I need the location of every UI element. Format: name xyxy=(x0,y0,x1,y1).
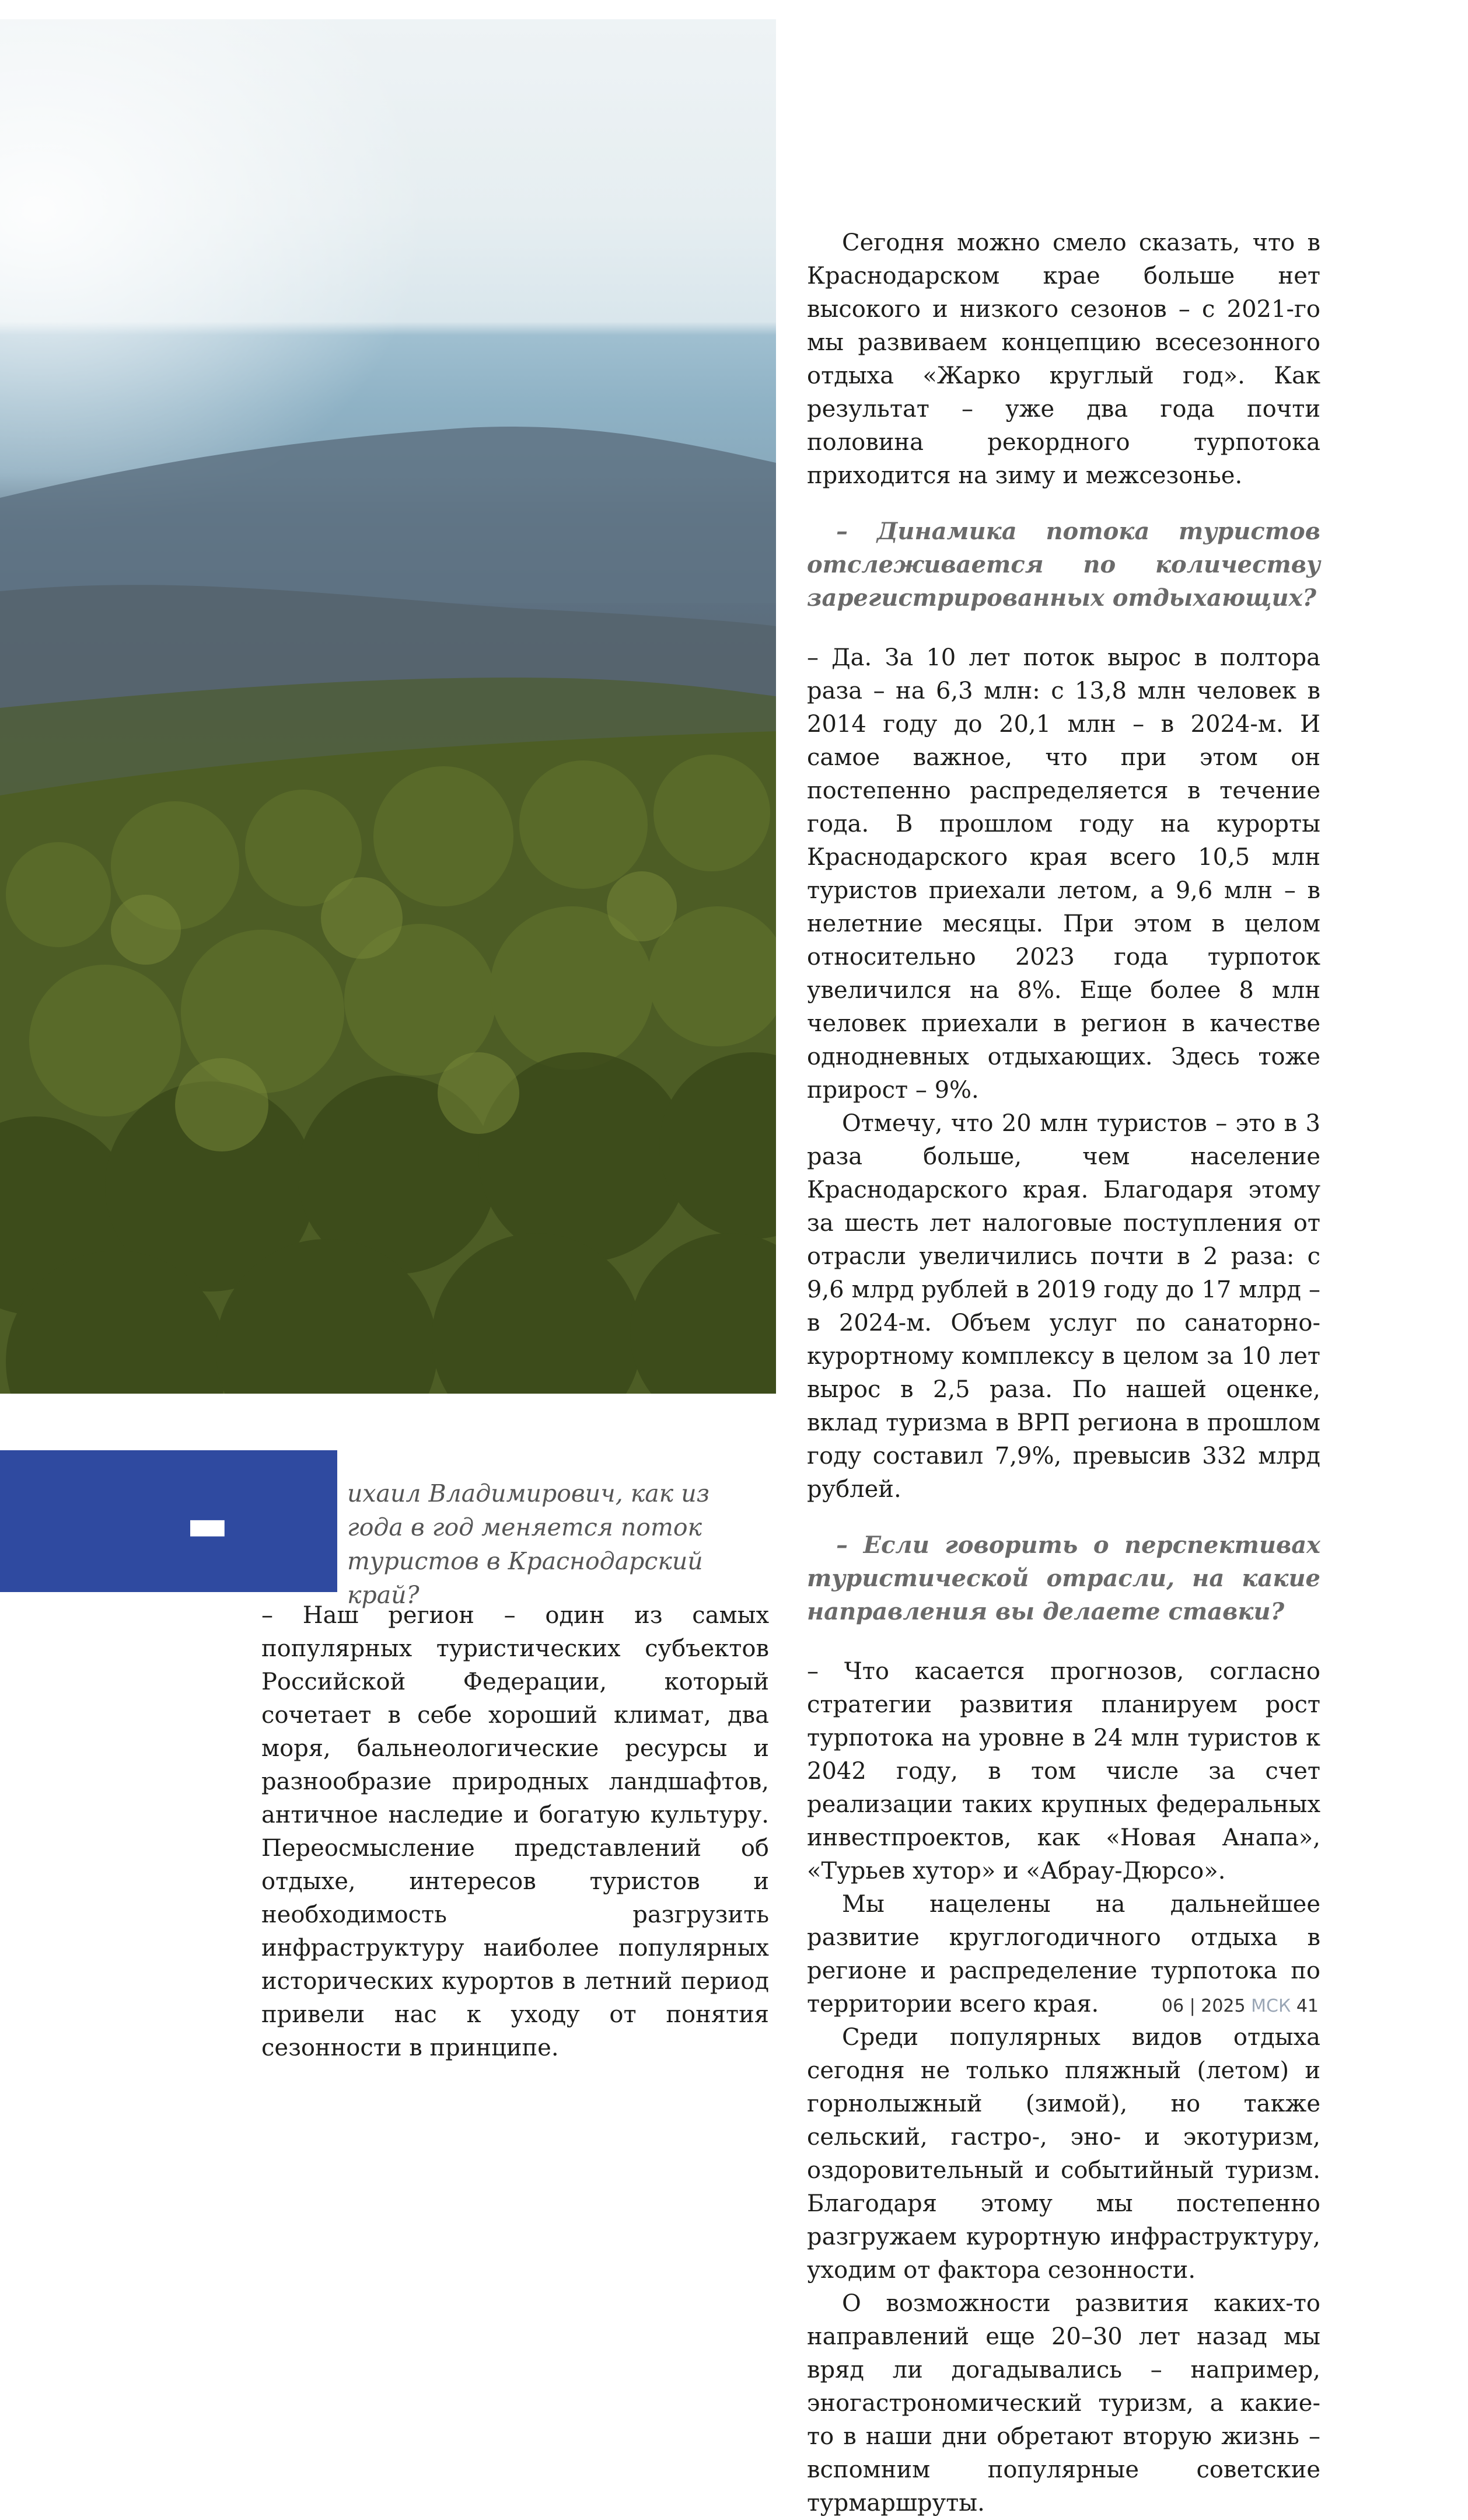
interview-question: – Динамика потока туристов отслеживается по количеству зарегистрированных отдыхающих? xyxy=(807,518,1320,612)
paragraph: Отмечу, что 20 млн туристов – это в 3 раза больше, чем население Краснодарского края. Благодаря этому за шесть лет налоговые поступления от отрасли увеличились почти в 2 раза: с 9,6 млрд рублей в 2019 году до 17 млрд – в 2024-м. Объем услуг по санаторно-курортному комплексу в целом за 10 лет вырос в 2,5 раза. По нашей оценке, вклад туризма в ВРП региона в прошлом году составил 7,9%, превысив 332 млрд рублей. xyxy=(807,1110,1320,1503)
paragraph: – Наш регион – один из самых популярных туристических субъектов Российской Федерации, который сочетает в себе хороший климат, два моря, бальнеологические ресурсы и разнообразие природных ландшафтов, античное наследие и богатую культуру. Переосмысление представлений об отдыхе, интересов туристов и необходимость разгрузить инфраструктуру наиболее популярных исторических курортов в летний период привели нас к уходу от понятия сезонности в принципе. xyxy=(261,1602,769,2061)
magazine-brand: МСК xyxy=(1251,1996,1291,2016)
landscape-photo xyxy=(0,19,776,1394)
issue-number: 06 | 2025 xyxy=(1161,1996,1246,2016)
dropcap-letter: –М xyxy=(186,1444,270,1751)
intro-question: ихаил Владимирович, как из года в год меняется поток туристов в Краснодарский край? xyxy=(347,1479,709,1609)
photo-drawing xyxy=(0,19,776,1394)
paragraph: – Что касается прогнозов, согласно стратегии развития планируем рост турпотока на уровне в 24 млн туристов к 2042 году, в том числе за счет реализации таких крупных федеральных инвестпроектов, как «Новая Анапа», «Турьев хутор» и «Абрау-Дюрсо». xyxy=(807,1658,1320,1884)
left-column xyxy=(261,1599,769,2065)
page-folio xyxy=(1162,1996,1319,2016)
interview-question: – Если говорить о перспективах туристической отрасли, на какие направления вы делаете ставки? xyxy=(807,1531,1320,1625)
paragraph: Среди популярных видов отдыха сегодня не только пляжный (летом) и горнолыжный (зимой), но также сельский, гастро-, эно- и экотуризм, оздоровительный и событийный туризм. Благодаря этому мы постепенно разгружаем курортную инфраструктуру, уходим от фактора сезонности. xyxy=(807,2024,1320,2284)
page-number: 41 xyxy=(1296,1996,1319,2016)
paragraph: О возможности развития каких-то направлений еще 20–30 лет назад мы вряд ли догадывались – например, эногастрономический туризм, а какие-то в наши дни обретают вторую жизнь – вспомним популярные советские турмаршруты. xyxy=(807,2290,1320,2516)
paragraph: Мы нацелены на дальнейшее развитие круглогодичного отдыха в регионе и распределение турпотока по территории всего края. xyxy=(807,1891,1320,2018)
right-column xyxy=(807,226,1320,2520)
paragraph: – Да. За 10 лет поток вырос в полтора раза – на 6,3 млн: с 13,8 млн человек в 2014 году до 20,1 млн – в 2024-м. И самое важное, что при этом он постепенно распределяется в течение года. В прошлом году на курорты Краснодарского края всего 10,5 млн туристов приехали летом, а 9,6 млн – в нелетние месяцы. При этом в целом относительно 2023 года турпоток увеличился на 8%. Еще более 8 млн человек приехали в регион в качестве однодневных отдыхающих. Здесь тоже прирост – 9%. xyxy=(807,644,1320,1104)
paragraph: Сегодня можно смело сказать, что в Краснодарском крае больше нет высокого и низкого сезонов – с 2021-го мы развиваем концепцию всесезонного отдыха «Жарко круглый год». Как результат – уже два года почти половина рекордного турпотока приходится на зиму и межсезонье. xyxy=(807,229,1320,489)
